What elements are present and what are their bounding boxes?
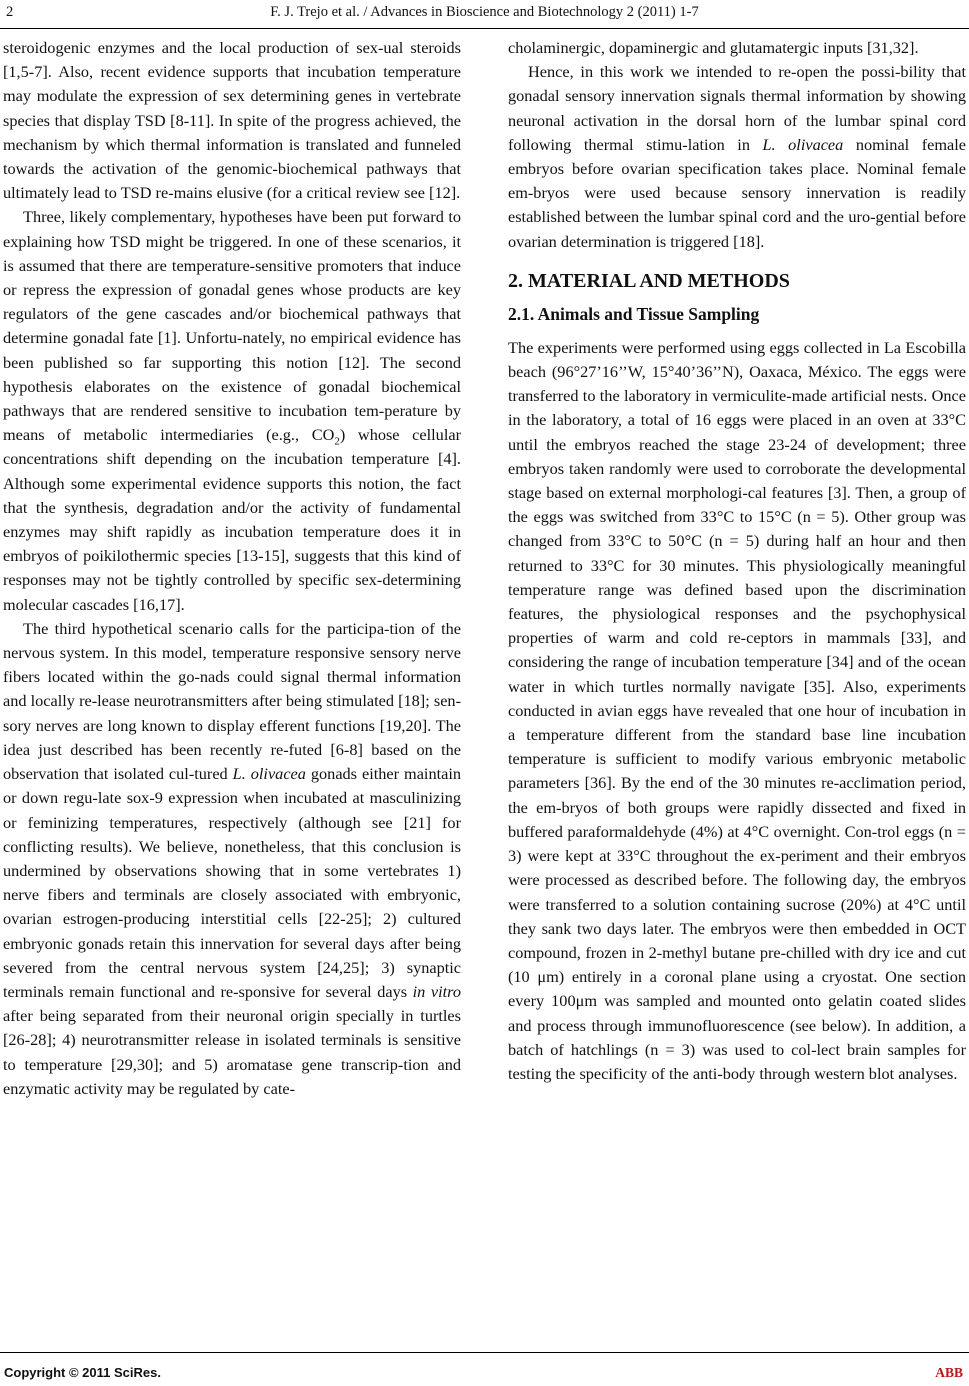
- header-rule: [0, 28, 969, 29]
- paragraph-aim: [508, 60, 966, 254]
- paragraph-methods: The experiments were performed using eggs collected in La Escobilla beach (96°27’16’’W, 15°40’36’’N), Oaxaca, México. The eggs were transferred to the laboratory in vermiculite-made artificial nests. Once in the laboratory, a total of 16 eggs were placed in an oven at 33°C until the embryos reached the stage 23-24 of development; three embryos taken randomly were used to corroborate the developmental stage based on external morphologi-cal features [3]. Then, a group of the eggs was switched from 33°C to 15°C (n = 5). Other group was changed from 33°C to 50°C (n = 5) during half an hour and then returned to 33°C for 30 minutes. This physiologically meaningful temperature range was defined based upon the discrimination features, the physiological responses and the psychophysical properties of warm and cold re-ceptors in mammals [33], and considering the range of incubation temperature [34] and of the ocean water in which turtles normally navigate [35]. Also, experiments conducted in avian eggs have revealed that one hour of incubation in a temperature different from the standard base line incubation temperature is sufficient to modify various embryonic metabolic parameters [36]. By the end of the 30 minutes re-acclimation period, the em-bryos of both groups were rapidly dissected and fixed in buffered paraformaldehyde (4%) at 4°C overnight. Con-trol eggs (n = 3) were kept at 33°C throughout the ex-periment and their embryos were processed as described before. The following day, the embryos were transferred to a solution containing sucrose (20%) at 4°C until they sank two days later. The embryos were then embedded in OCT compound, frozen in 2-methyl butane pre-chilled with dry ice and cut (10 μm) entirely in a coronal plane using a cryostat. One section every 100μm was sampled and mounted onto gelatin coated slides and process through immunofluorescence (see below). In addition, a batch of hatchlings (n = 3) was used to col-lect brain samples for testing the specificity of the anti-body through western blot analyses.: [508, 337, 966, 1083]
- nervous-text-a: The third hypothetical scenario calls for the participa-tion of the nervous system. In this model, temperature responsive sensory nerve fibers located within the go-nads could signal thermal information and locally re-lease neurotransmitters after being stimulated [18]; sen-sory nerves are long known to display efferent functions [19,20]. The idea just described has been recently re-futed [6-8] based on the observation that isolated cul-tured: [3, 618, 461, 784]
- hypotheses-text-a: Three, likely complementary, hypotheses have been put forward to explaining how TSD might be triggered. In one of these scenarios, it is assumed that there are temperature-sensitive promoters that induce or repress the expression of gonadal genes whose products are key regulators of the gene cascades and/or biochemical pathways that determine gonadal fate [1]. Unfortu-nately, no empirical evidence has been published so far supporting this notion [12]. The second hypothesis elaborates on the existence of gonadal biochemical pathways that are rendered sensitive to incubation tem-perature by means of metabolic intermediaries (e.g., CO: [3, 207, 461, 445]
- species-name-aim: L. olivacea: [762, 134, 844, 154]
- paragraph-hypotheses: [3, 205, 461, 616]
- aim-text-a: Hence, in this work we intended to re-open the possi-bility that gonadal sensory innervation signals thermal information by showing neuronal activation in the dorsal horn of the lumbar spinal cord following thermal stimu-lation in: [508, 62, 966, 154]
- running-title: F. J. Trejo et al. / Advances in Bioscience and Biotechnology 2 (2011) 1-7: [270, 4, 699, 20]
- in-vitro-term: in vitro: [412, 981, 461, 1001]
- nervous-text-b: gonads either maintain or down regu-late sox-9 expression when incubated at masculinizing or feminizing temperatures, respectively (although see [21] for conflicting results). We believe, nonetheless, that this conclusion is undermined by observations showing that in some vertebrates 1) nerve fibers and terminals are closely associated with embryonic, ovarian estrogen-producing interstitial cells [22-25]; 2) cultured embryonic gonads retain this innervation for several days after being severed from the central nervous system [24,25]; 3) synaptic terminals remain functional and re-sponsive for several days: [3, 764, 461, 1001]
- page-number: 2: [6, 4, 14, 20]
- aim-text-b: nominal female embryos before ovarian specification takes place. Nominal female em-bryos were used because sensory innervation is readily established between the lumbar spinal cord and the uro-gential before ovarian determination is triggered [18].: [508, 134, 967, 251]
- subsection-heading-animals: 2.1. Animals and Tissue Sampling: [508, 303, 760, 324]
- nervous-text-c: after being separated from their neuronal origin specially in turtles [26-28]; 4) neurotransmitter release in isolated terminals is sensitive to temperature [29,30]; and 5) aromatase gene transcrip-tion and enzymatic activity may be regulated by cate-: [3, 1006, 461, 1098]
- left-column: [3, 36, 461, 1101]
- journal-abbreviation: ABB: [935, 1365, 963, 1380]
- section-heading-methods: 2. MATERIAL AND METHODS: [508, 269, 790, 292]
- species-name: L. olivacea: [232, 764, 306, 784]
- paragraph-intro-continued: steroidogenic enzymes and the local production of sex-ual steroids [1,5-7]. Also, recent evidence supports that incubation temperature may modulate the expression of sex determining genes in vertebrate species that display TSD [8-11]. In spite of the progress achieved, the mechanism by which thermal information is translated and funneled towards the activation of the genomic-biochemical pathways that ultimately lead to TSD re-mains elusive (for a critical review see [12].: [3, 38, 461, 203]
- copyright-notice: Copyright © 2011 SciRes.: [4, 1365, 161, 1380]
- paragraph-nervous-system: [3, 617, 461, 1101]
- page-footer: [0, 1352, 969, 1386]
- hypotheses-text-b: ) whose cellular concentrations shift depending on the incubation temperature [4]. Although some experimental evidence supports this notion, the fact that the synthesis, degradation and/or the activity of fundamental enzymes may shift rapidly as incubation temperature does it in embryos of poikilothermic species [13-15], suggests that this kind of responses may not be tightly controlled by specific sex-determining molecular cascades [16,17].: [3, 425, 461, 614]
- right-column: [508, 36, 966, 1086]
- paragraph-inputs-continued: cholaminergic, dopaminergic and glutamatergic inputs [31,32].: [508, 38, 919, 57]
- co2-subscript: 2: [334, 435, 340, 448]
